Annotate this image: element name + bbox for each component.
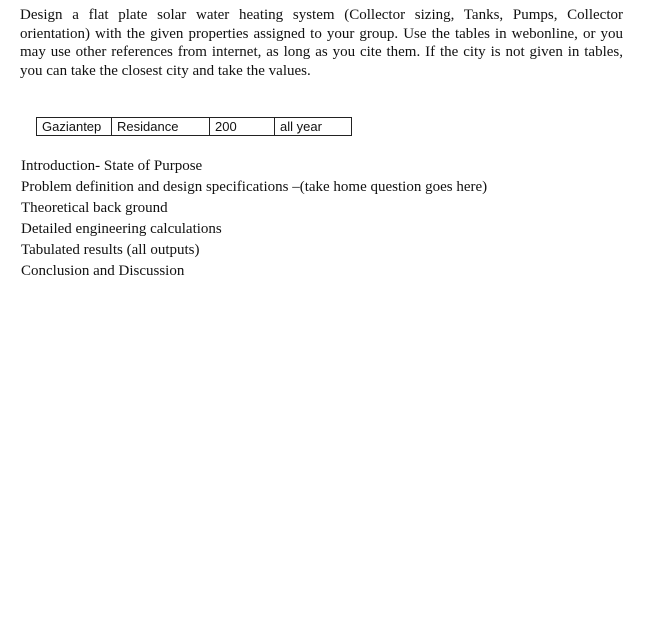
city-cell: Gaziantep [37, 118, 112, 136]
assignment-instructions: Design a flat plate solar water heating system (Collector sizing, Tanks, Pumps, Collector orientation) with the given properties assigned to your group. Use the tables in webonline, or you may use other references from internet, as long as you cite them. If the city is not given in tables, you can take the closest city and take the values. [20, 7, 623, 79]
parameters-table [36, 117, 352, 136]
section-tabulated-results: Tabulated results (all outputs) [21, 242, 200, 258]
section-engineering-calculations: Detailed engineering calculations [21, 221, 222, 237]
parameters-row [37, 118, 352, 136]
section-conclusion: Conclusion and Discussion [21, 263, 185, 279]
report-sections-list [21, 156, 487, 282]
value-cell: 200 [210, 118, 275, 136]
period-cell: all year [275, 118, 352, 136]
section-problem-definition: Problem definition and design specifications –(take home question goes here) [21, 179, 488, 195]
section-theoretical-background: Theoretical back ground [21, 200, 168, 216]
section-introduction: Introduction- State of Purpose [21, 158, 203, 174]
building-type-cell: Residance [112, 118, 210, 136]
